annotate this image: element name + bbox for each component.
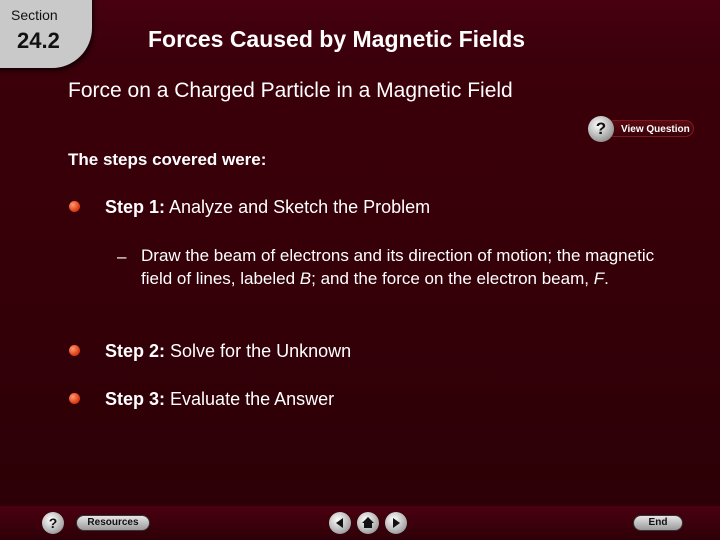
view-question-button[interactable] bbox=[588, 116, 700, 142]
resources-button[interactable]: Resources bbox=[76, 515, 150, 531]
section-label: Section bbox=[11, 7, 58, 23]
step-1-subitem bbox=[141, 244, 681, 290]
intro-text: The steps covered were: bbox=[68, 150, 267, 169]
step-3-label: Step 3: bbox=[105, 389, 166, 409]
end-button[interactable]: End bbox=[633, 515, 683, 531]
subitem-var-b: B bbox=[299, 269, 312, 288]
home-icon[interactable] bbox=[357, 512, 379, 534]
section-number: 24.2 bbox=[17, 28, 60, 53]
section-badge bbox=[0, 0, 92, 68]
dash-bullet: – bbox=[117, 247, 127, 266]
bullet-icon bbox=[69, 201, 80, 212]
step-3-text: Evaluate the Answer bbox=[170, 389, 335, 409]
previous-icon[interactable] bbox=[329, 512, 351, 534]
view-question-label: View Question bbox=[606, 120, 694, 137]
slide-title: Forces Caused by Magnetic Fields bbox=[148, 26, 526, 52]
step-2-label: Step 2: bbox=[105, 341, 166, 361]
subitem-text-2: ; and the force on the electron beam, bbox=[311, 269, 594, 288]
slide-subtitle: Force on a Charged Particle in a Magnetic Field bbox=[68, 79, 513, 102]
next-icon[interactable] bbox=[385, 512, 407, 534]
bullet-icon bbox=[69, 345, 80, 356]
bullet-icon bbox=[69, 393, 80, 404]
step-3-item bbox=[105, 389, 334, 410]
subitem-text-3: . bbox=[604, 269, 609, 288]
help-icon[interactable]: ? bbox=[42, 512, 64, 534]
subitem-var-f: F bbox=[593, 269, 605, 288]
step-2-text: Solve for the Unknown bbox=[170, 341, 352, 361]
step-1-label: Step 1: bbox=[105, 197, 166, 217]
step-2-item bbox=[105, 341, 351, 362]
subitem-text-1: Draw the beam of electrons and its direction of motion; the magnetic field of lines, labeled bbox=[141, 246, 655, 288]
question-icon: ? bbox=[588, 116, 614, 142]
step-1-item bbox=[105, 197, 430, 218]
step-1-text: Analyze and Sketch the Problem bbox=[169, 197, 431, 217]
